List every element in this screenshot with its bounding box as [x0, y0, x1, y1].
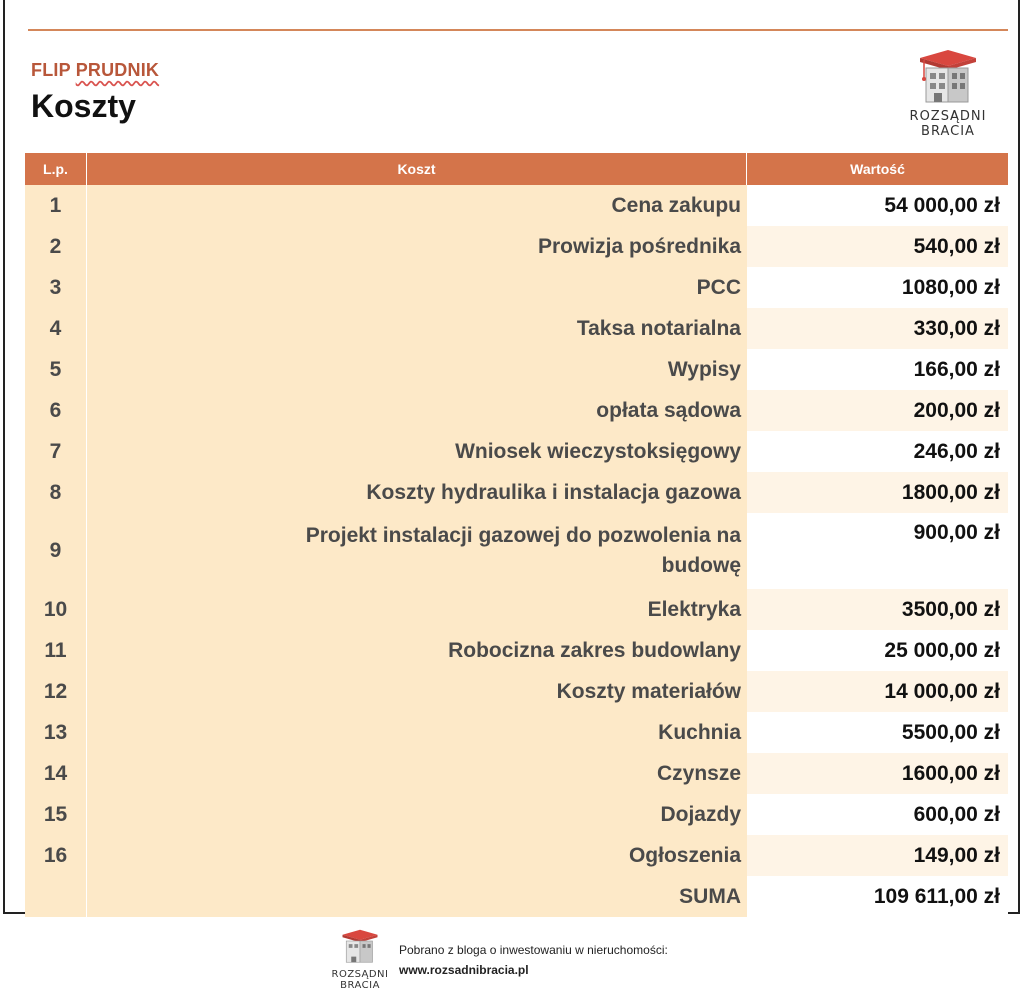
total-label: SUMA — [87, 876, 747, 917]
footer-logo-text-line1: ROZSĄDNI — [331, 969, 389, 980]
cost-value: 600,00 zł — [747, 794, 1008, 835]
row-number: 4 — [25, 308, 87, 349]
row-number: 11 — [25, 630, 87, 671]
table-header-row — [25, 153, 1008, 185]
row-number: 1 — [25, 185, 87, 226]
cost-label: Wypisy — [87, 349, 747, 390]
row-number: 12 — [25, 671, 87, 712]
footer-logo-text-line2: BRACIA — [340, 980, 380, 991]
footer-caption: Pobrano z bloga o inwestowaniu w nieruchomości: — [399, 943, 668, 957]
costs-table — [25, 153, 1008, 917]
row-number: 16 — [25, 835, 87, 876]
table-row — [25, 753, 1008, 794]
cost-label: Prowizja pośrednika — [87, 226, 747, 267]
cost-label: Robocizna zakres budowlany — [87, 630, 747, 671]
subtitle-city: PRUDNIK — [75, 60, 160, 80]
cost-label: Koszty hydraulika i instalacja gazowa — [87, 472, 747, 513]
footer — [330, 928, 750, 992]
cost-value: 54 000,00 zł — [747, 185, 1008, 226]
column-header-cost: Koszt — [87, 153, 747, 185]
logo-text-line1: ROZSĄDNI — [909, 109, 987, 124]
cost-value: 540,00 zł — [747, 226, 1008, 267]
house-logo-icon — [340, 928, 380, 964]
row-number: 2 — [25, 226, 87, 267]
row-number: 15 — [25, 794, 87, 835]
table-row — [25, 472, 1008, 513]
footer-text — [399, 940, 668, 980]
row-number: 3 — [25, 267, 87, 308]
cost-value: 14 000,00 zł — [747, 671, 1008, 712]
logo-text-line2: BRACIA — [921, 124, 975, 139]
row-number: 7 — [25, 431, 87, 472]
cost-label: Projekt instalacji gazowej do pozwolenia na budowę — [87, 513, 747, 589]
total-row-number — [25, 876, 87, 917]
brand-logo — [908, 48, 988, 139]
cost-value: 900,00 zł — [747, 513, 1008, 589]
table-row — [25, 349, 1008, 390]
table-row — [25, 431, 1008, 472]
cost-label: opłata sądowa — [87, 390, 747, 431]
footer-logo — [330, 928, 390, 991]
column-header-value: Wartość — [747, 153, 1008, 185]
table-row — [25, 513, 1008, 589]
cost-label: Ogłoszenia — [87, 835, 747, 876]
table-row — [25, 589, 1008, 630]
cost-label: Wniosek wieczystoksięgowy — [87, 431, 747, 472]
total-row — [25, 876, 1008, 917]
cost-value: 25 000,00 zł — [747, 630, 1008, 671]
cost-label: Elektryka — [87, 589, 747, 630]
column-header-lp: L.p. — [25, 153, 87, 185]
cost-value: 200,00 zł — [747, 390, 1008, 431]
table-row — [25, 390, 1008, 431]
cost-value: 246,00 zł — [747, 431, 1008, 472]
cost-label: Cena zakupu — [87, 185, 747, 226]
cost-value: 1080,00 zł — [747, 267, 1008, 308]
table-row — [25, 226, 1008, 267]
subtitle-flip: FLIP — [31, 60, 71, 80]
table-row — [25, 712, 1008, 753]
cost-value: 1800,00 zł — [747, 472, 1008, 513]
cost-label: Dojazdy — [87, 794, 747, 835]
table-row — [25, 835, 1008, 876]
page-title: Koszty — [31, 88, 136, 124]
row-number: 14 — [25, 753, 87, 794]
row-number: 13 — [25, 712, 87, 753]
table-row — [25, 630, 1008, 671]
row-number: 8 — [25, 472, 87, 513]
table-row — [25, 794, 1008, 835]
row-number: 10 — [25, 589, 87, 630]
cost-value: 3500,00 zł — [747, 589, 1008, 630]
table-row — [25, 671, 1008, 712]
cost-value: 149,00 zł — [747, 835, 1008, 876]
project-subtitle — [31, 60, 159, 81]
cost-value: 1600,00 zł — [747, 753, 1008, 794]
row-number: 6 — [25, 390, 87, 431]
row-number: 5 — [25, 349, 87, 390]
top-divider — [28, 29, 1008, 31]
cost-value: 166,00 zł — [747, 349, 1008, 390]
footer-url-link[interactable]: www.rozsadnibracia.pl — [399, 963, 529, 977]
total-value: 109 611,00 zł — [747, 876, 1008, 917]
house-logo-icon — [916, 48, 980, 104]
cost-label: Koszty materiałów — [87, 671, 747, 712]
cost-label: Kuchnia — [87, 712, 747, 753]
table-row — [25, 267, 1008, 308]
table-row — [25, 308, 1008, 349]
cost-label: PCC — [87, 267, 747, 308]
cost-value: 5500,00 zł — [747, 712, 1008, 753]
cost-label: Czynsze — [87, 753, 747, 794]
table-row — [25, 185, 1008, 226]
cost-label: Taksa notarialna — [87, 308, 747, 349]
cost-value: 330,00 zł — [747, 308, 1008, 349]
row-number: 9 — [25, 513, 87, 589]
